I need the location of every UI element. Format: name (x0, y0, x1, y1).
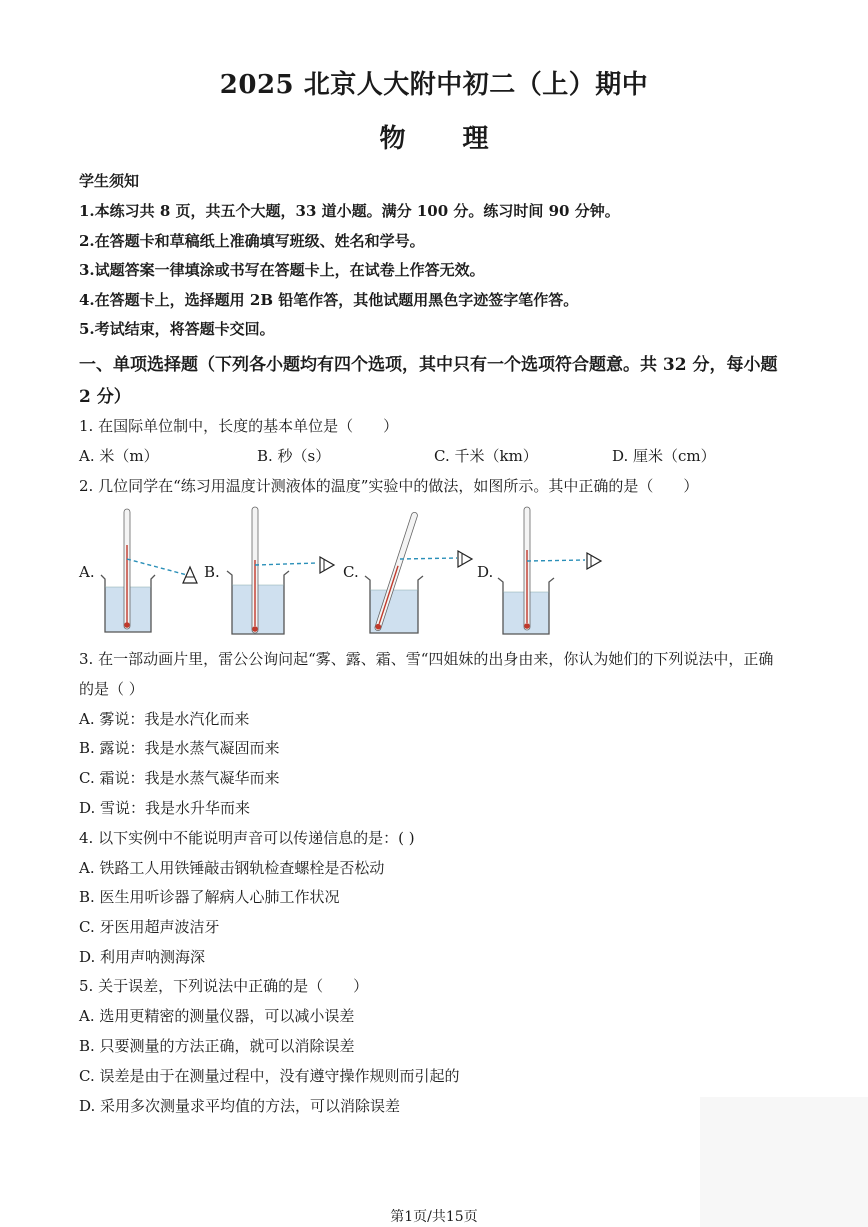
option-c: C. 霜说：我是水蒸气凝华而来 (79, 769, 280, 787)
section-heading: 一、单项选择题（下列各小题均有四个选项，其中只有一个选项符合题意。共 32 分，每小题 (79, 355, 778, 375)
page-title: 2025 北京人大附中初二（上）期中 (219, 70, 649, 100)
question-stem-cont: 的是（ ） (79, 680, 144, 698)
figure-label-d: D. (477, 563, 494, 581)
thermometer-figure-d (495, 505, 620, 640)
option-b: B. 秒（s） (257, 447, 331, 465)
eye-icon (183, 567, 197, 583)
question-stem: 2. 几位同学在“练习用温度计测液体的温度”实验中的做法，如图所示。其中正确的是（ ） (79, 477, 699, 495)
option-c: C. 牙医用超声波洁牙 (79, 918, 220, 936)
notice-heading: 学生须知 (79, 172, 140, 190)
notice-item: 3.试题答案一律填涂或书写在答题卡上，在试卷上作答无效。 (79, 261, 485, 279)
thermometer-icon (524, 507, 530, 630)
question-stem: 4. 以下实例中不能说明声音可以传递信息的是：( ) (79, 829, 415, 847)
question-stem: 1. 在国际单位制中，长度的基本单位是（ ） (79, 417, 399, 435)
thermometer-figure-a (95, 505, 205, 640)
option-a: A. 选用更精密的测量仪器，可以减小误差 (79, 1007, 355, 1025)
eye-icon (587, 553, 601, 569)
thermometer-icon (124, 509, 130, 629)
question-stem: 3. 在一部动画片里，雷公公询问起“雾、露、霜、雪“四姐妹的出身由来，你认为她们的下列说法中，正确 (79, 650, 774, 668)
figure-label-c: C. (343, 563, 359, 581)
thermometer-figure-c (362, 505, 487, 640)
eye-icon (320, 557, 334, 573)
option-a: A. 铁路工人用铁锤敲击钢轨检查螺栓是否松动 (79, 859, 385, 877)
notice-item: 2.在答题卡和草稿纸上准确填写班级、姓名和学号。 (79, 232, 425, 250)
eye-icon (458, 551, 472, 567)
option-a: A. 雾说：我是水汽化而来 (79, 710, 250, 728)
option-d: D. 雪说：我是水升华而来 (79, 799, 251, 817)
figure-label-b: B. (204, 563, 220, 581)
section-heading-cont: 2 分） (79, 387, 131, 407)
thermometer-icon (252, 507, 258, 633)
option-d: D. 厘米（cm） (612, 447, 716, 465)
option-c: C. 千米（km） (434, 447, 538, 465)
option-c: C. 误差是由于在测量过程中，没有遵守操作规则而引起的 (79, 1067, 460, 1085)
question-stem: 5. 关于误差，下列说法中正确的是（ ） (79, 977, 369, 995)
notice-item: 1.本练习共 8 页，共五个大题，33 道小题。满分 100 分。练习时间 90 分钟。 (79, 202, 620, 220)
subject-title: 物 理 (379, 124, 489, 154)
page-footer: 第1页/共15页 (390, 1209, 478, 1225)
notice-item: 5.考试结束，将答题卡交回。 (79, 320, 275, 338)
option-b: B. 露说：我是水蒸气凝固而来 (79, 739, 280, 757)
option-d: D. 利用声呐测海深 (79, 948, 206, 966)
option-a: A. 米（m） (79, 447, 159, 465)
option-d: D. 采用多次测量求平均值的方法，可以消除误差 (79, 1097, 401, 1115)
thermometer-figure-b (224, 505, 349, 640)
notice-item: 4.在答题卡上，选择题用 2B 铅笔作答，其他试题用黑色字迹签字笔作答。 (79, 291, 579, 309)
figure-label-a: A. (79, 563, 95, 581)
option-b: B. 医生用听诊器了解病人心肺工作状况 (79, 888, 340, 906)
option-b: B. 只要测量的方法正确，就可以消除误差 (79, 1037, 355, 1055)
